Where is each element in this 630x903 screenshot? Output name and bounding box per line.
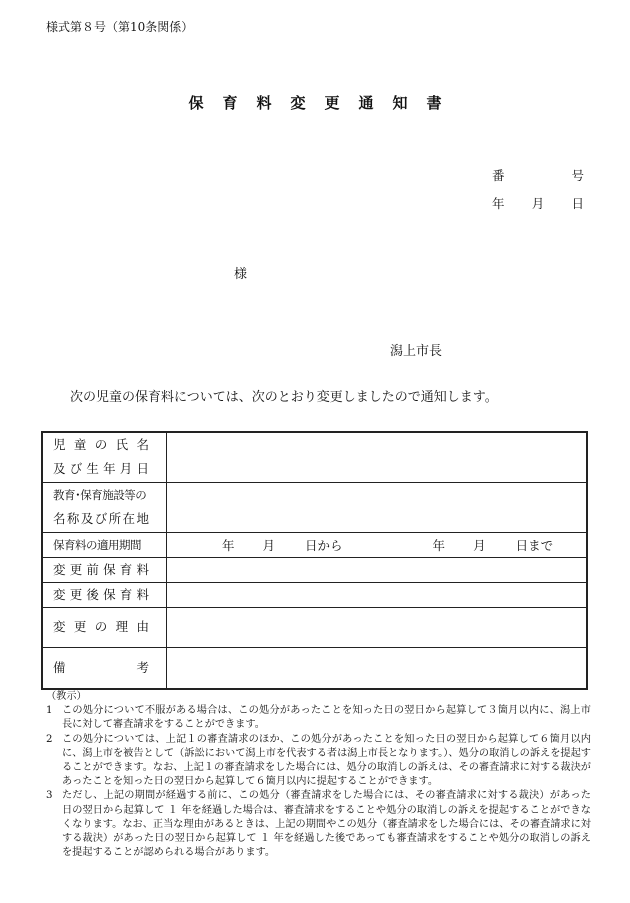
form-number-label: 様式第８号（第10条関係） [46,20,194,34]
label-char: 理 [115,619,129,634]
table-row [42,482,587,532]
fee-before-value [167,557,588,582]
label-char: 前 [86,561,99,577]
period-month-until: 月 [473,537,486,553]
label-char: 変 [53,561,66,577]
label-char: 更 [69,561,83,577]
table-row [42,532,587,557]
date-row [492,194,584,212]
remarks-value [167,647,588,689]
label-char: 児 [53,437,66,453]
label-char: 料 [136,561,149,577]
document-title: 保育料変更通知書 [188,94,461,112]
note-number: 3 [46,790,53,802]
note-text: この処分については、上記１の審査請求のほか、この処分があったことを知った日の翌日から起算して６箇月以内に、潟上市を被告として（訴訟において潟上市を代表する者は潟上市長となります。）、処分の取消しの訴えを提起することができます。なお、上記１の審査請求をした場合には、処分の取消しの訴えは、その審査請求に対する裁決があったことを知った日の翌日から起算して６箇月以内に提起することができます。 [62,733,591,788]
number-ban-label: 番 [492,168,505,183]
date-day-label: 日 [571,196,584,211]
fee-before-label [42,557,167,582]
period-month-from: 月 [262,537,276,553]
label-char: 変 [53,586,66,602]
facility-label-line1: 教育･保育施設等の [53,488,147,502]
note-number: 1 [46,705,53,717]
child-name-label [42,432,167,482]
note-item [46,704,591,732]
label-char: 年 [103,461,116,477]
label-char: 備 [53,659,66,675]
label-char: 所 [108,511,122,526]
label-char: 日 [136,461,149,477]
number-go-label: 号 [571,168,584,183]
date-month-label: 月 [531,196,545,211]
label-char: 保 [103,586,116,602]
label-char: 在 [122,511,136,526]
label-char: 後 [86,586,99,602]
notes-heading: （教示） [46,691,87,702]
label-char: 及 [53,461,66,477]
label-char: び [69,461,83,477]
fee-after-value [167,582,588,607]
label-char: 氏 [115,437,129,453]
label-char: 更 [69,586,83,602]
note-number: 2 [46,733,53,745]
label-char: 名 [136,437,149,453]
period-label: 保育料の適用期間 [42,532,167,557]
remarks-label [42,647,167,689]
label-char: 考 [136,659,149,675]
table-row [42,647,587,689]
label-char: 童 [73,437,87,453]
note-item [46,789,591,860]
number-row [492,166,584,184]
notice-table [41,431,588,690]
label-char: 名 [53,511,66,526]
label-char: 保 [103,561,116,577]
facility-value [167,482,588,532]
addressee-suffix: 様 [234,267,248,282]
label-char: 地 [136,511,149,526]
period-value [167,532,588,557]
appeal-notice [46,690,591,860]
child-name-value [167,432,588,482]
label-char: 変 [53,619,66,634]
period-year-from: 年 [222,537,235,553]
period-year-until: 年 [432,537,446,553]
label-char: び [94,511,108,526]
table-row [42,607,587,647]
label-char: 月 [119,461,133,477]
note-item [46,733,591,790]
fee-after-label [42,582,167,607]
period-from: 日から [305,537,343,553]
reason-label [42,607,167,647]
date-year-label: 年 [492,196,505,211]
label-char: 称 [66,511,80,526]
label-char: の [94,437,108,453]
label-char: 生 [86,461,99,477]
issuer-name: 潟上市長 [390,344,443,359]
facility-label [42,482,167,532]
note-text: この処分について不服がある場合は、この処分があったことを知った日の翌日から起算して３箇月以内に、潟上市長に対して審査請求をすることができます。 [62,705,591,731]
label-char: 育 [119,586,133,602]
intro-text: 次の児童の保育料については、次のとおり変更しましたので通知します。 [70,390,498,405]
label-char: の [94,619,108,634]
reason-value [167,607,588,647]
table-row [42,432,587,482]
note-text: ただし、上記の期間が経過する前に、この処分（審査請求をした場合には、その審査請求に対する裁決）があった日の翌日から起算して １ 年を経過した場合は、審査請求をすることや処分の取消しの訴えを提起することができなくなります。なお、正当な理由があるときは、上記の期間やこの処分（審査請求をした場合には、その審査請求に対する裁決）があった日の翌日から起算して １ 年を経過した後であっても審査請求をすることや処分の取消しの訴えを提起することが認められる場合があります。 [62,790,591,859]
label-char: 由 [136,619,149,634]
document-number-block [492,166,584,222]
label-char: 更 [73,619,87,634]
label-char: 育 [119,561,133,577]
table-row [42,557,587,582]
label-char: 及 [80,511,94,526]
label-char: 料 [136,586,149,602]
period-until: 日まで [515,537,554,553]
table-row [42,582,587,607]
